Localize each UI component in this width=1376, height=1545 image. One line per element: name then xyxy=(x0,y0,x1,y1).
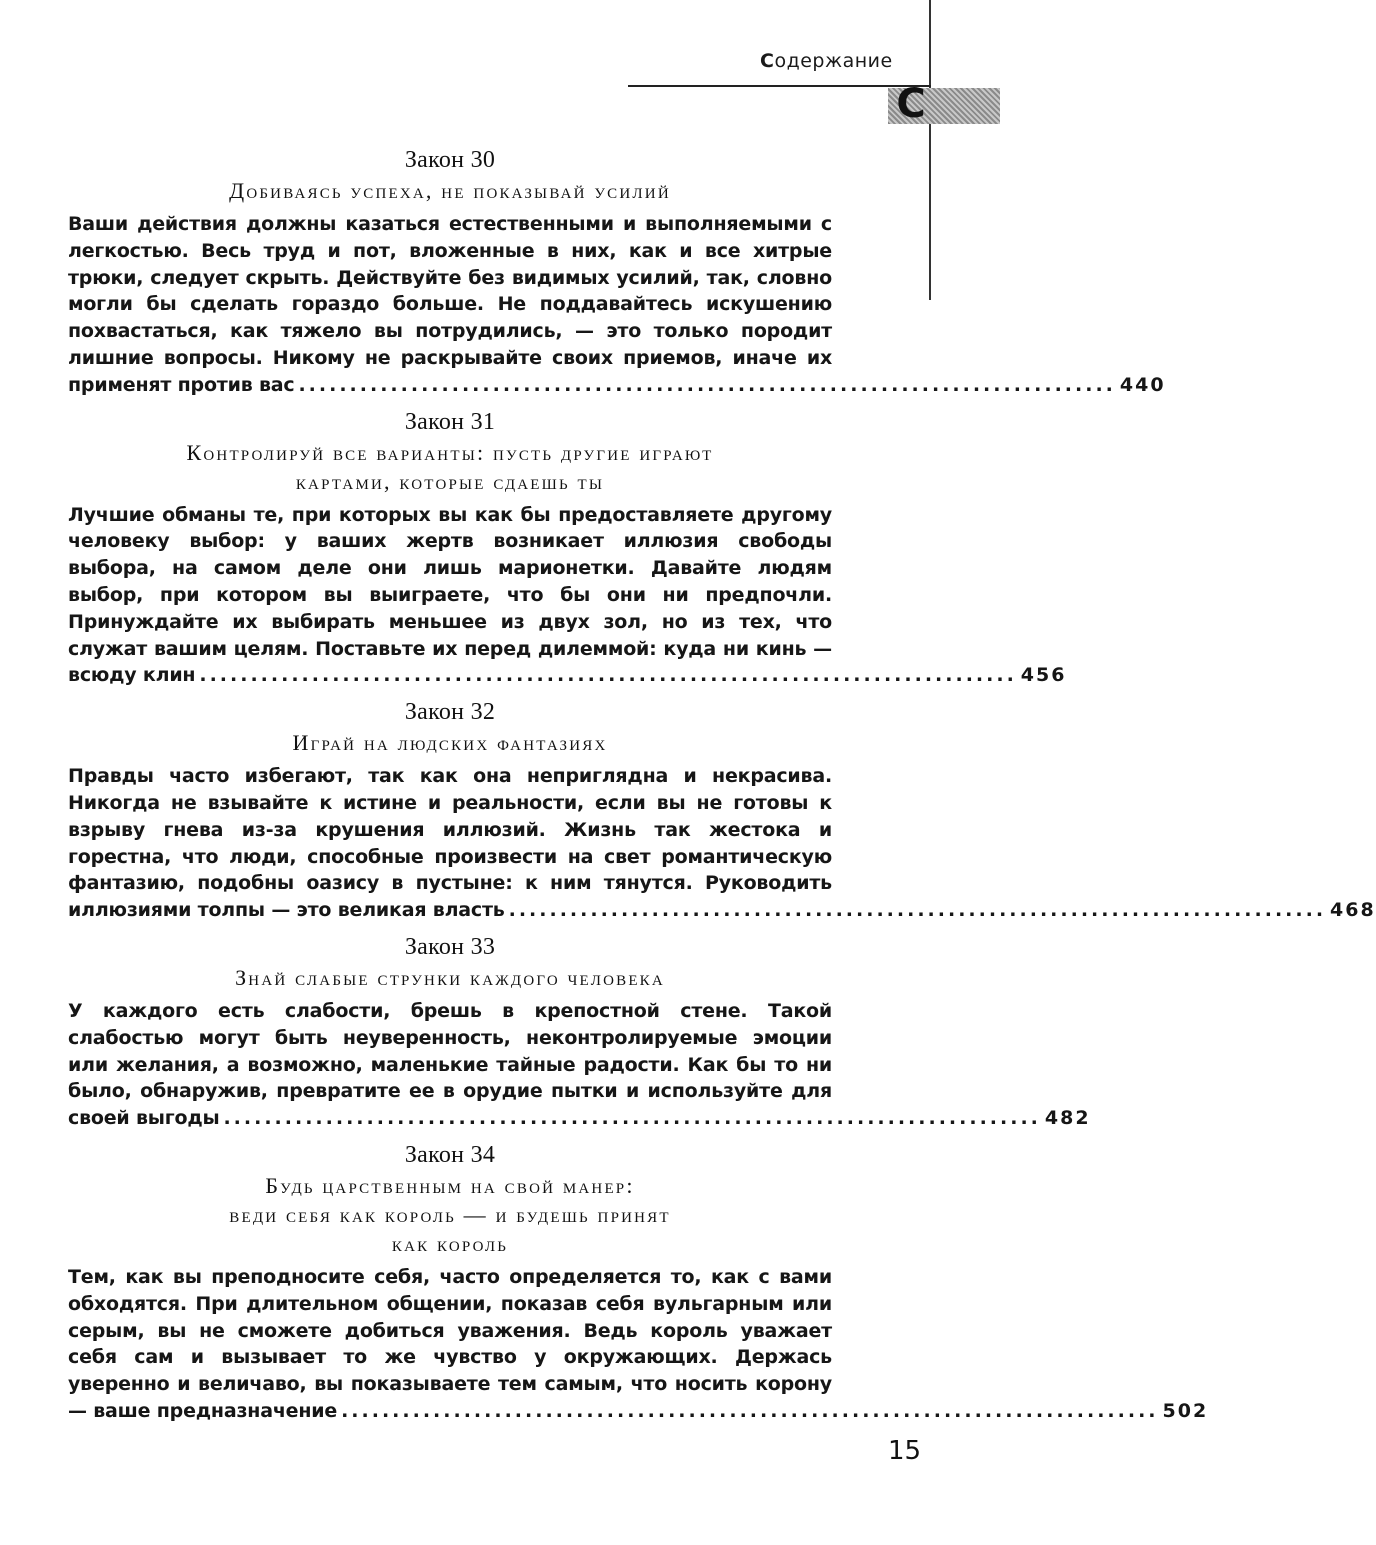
law-number: Закон 32 xyxy=(404,699,496,726)
law-title: Добиваясь успеха, не показывай усилий xyxy=(229,178,671,203)
law-description-text: Тем, как вы преподносите себя, часто определяется то, как с вами обходятся. При длительном общении, показав себя вульгарным или серым, вы не сможете добиться уважения. Ведь король уважает себя сам и вызывает то же чувство у окружающих. Держась уверенно и величаво, вы показываете тем самым, что носить корону xyxy=(68,1265,832,1396)
law-entry-32 xyxy=(68,697,1376,924)
header-rule xyxy=(628,85,931,87)
law-description-tail: своей выгоды xyxy=(68,1107,220,1130)
law-description-text: У каждого есть слабости, брешь в крепостной стене. Такой слабостью могут быть неуверенность, неконтролируемые эмоции или желания, а возможно, маленькие тайные радости. Как бы то ни было, обнаружив, превратите ее в орудие пытки и используйте для xyxy=(68,999,832,1103)
header-vertical-rule xyxy=(929,0,931,300)
running-header xyxy=(760,50,900,72)
law-entry-31 xyxy=(68,407,1067,690)
toc-last-line xyxy=(68,1398,1209,1425)
page-reference[interactable]: 502 xyxy=(1162,1399,1209,1422)
law-number: Закон 33 xyxy=(404,933,496,960)
page-reference[interactable]: 468 xyxy=(1330,899,1376,922)
law-description-tail: — ваше предназначение xyxy=(68,1399,338,1422)
toc-last-line xyxy=(68,662,1067,689)
law-description-text: Правды часто избегают, так как она неприглядна и некрасива. Никогда не взывайте к истине и реальности, если вы не готовы к взрыву гнева из-за крушения иллюзий. Жизнь так жестока и горестна, что люди, способные произвести на свет романтическую фантазию, подобны оазису в пустыне: к ним тянутся. Руководить xyxy=(68,765,832,895)
law-entry-30 xyxy=(68,145,1166,399)
page-number: 15 xyxy=(888,1436,922,1466)
law-entry-34 xyxy=(68,1140,1209,1425)
thumb-index-letter: C xyxy=(896,81,926,127)
toc-last-line xyxy=(68,897,1376,924)
law-description xyxy=(68,998,1091,1132)
law-number: Закон 34 xyxy=(404,1141,496,1168)
law-description-text: Лучшие обманы те, при которых вы как бы предоставляете другому человеку выбор: у ваших жертв возникает иллюзия свободы выбора, на самом деле они лишь марионетки. Давайте людям выбор, при котором вы выиграете, что бы они ни предпочли. Принуждайте их выбирать меньшее из двух зол, но из тех, что служат вашим целям. Поставьте их перед дилеммой: куда ни кинь — xyxy=(68,503,832,660)
toc-last-line xyxy=(68,372,1166,399)
law-description-tail: всюду клин xyxy=(68,664,196,687)
dot-leader: ................................................................................ xyxy=(341,1399,1159,1422)
toc-content xyxy=(68,145,1376,1433)
law-title: Будь царственным на свой манер: веди себя как король — и будешь принят как король xyxy=(229,1172,671,1256)
dot-leader: ................................................................................ xyxy=(298,373,1116,396)
law-number: Закон 31 xyxy=(404,408,496,435)
page-reference[interactable]: 482 xyxy=(1044,1107,1091,1130)
law-description xyxy=(68,502,1067,690)
toc-last-line xyxy=(68,1105,1091,1132)
dot-leader: ................................................................................ xyxy=(199,664,1017,687)
law-description xyxy=(68,211,1166,399)
law-description-text: Ваши действия должны казаться естественными и выполняемыми с легкостью. Весь труд и пот, вложенные в них, как и все хитрые трюки, следует скрыть. Действуйте без видимых усилий, так, словно могли бы сделать гораздо больше. Не поддавайтесь искушению похвастаться, как тяжело вы потрудились, — это только породит лишние вопросы. Никому не раскрывайте своих приемов, иначе их xyxy=(68,213,832,369)
running-header-text: одержание xyxy=(774,50,893,72)
dot-leader: ................................................................................ xyxy=(508,899,1327,922)
law-entry-33 xyxy=(68,932,1091,1132)
running-header-initial: С xyxy=(760,50,775,72)
law-title: Контролируй все варианты: пусть другие играют картами, которые сдаешь ты xyxy=(186,439,714,494)
law-title: Знай слабые струнки каждого человека xyxy=(235,964,665,990)
law-description-tail: применят против вас xyxy=(68,373,295,396)
page-reference[interactable]: 440 xyxy=(1119,373,1166,396)
dot-leader: ................................................................................ xyxy=(223,1107,1041,1130)
law-description-tail: иллюзиями толпы — это великая власть xyxy=(68,899,505,922)
law-description xyxy=(68,763,1376,924)
law-number: Закон 30 xyxy=(404,147,496,173)
law-description xyxy=(68,1264,1209,1425)
law-title: Играй на людских фантазиях xyxy=(292,730,608,756)
page-reference[interactable]: 456 xyxy=(1020,664,1067,687)
